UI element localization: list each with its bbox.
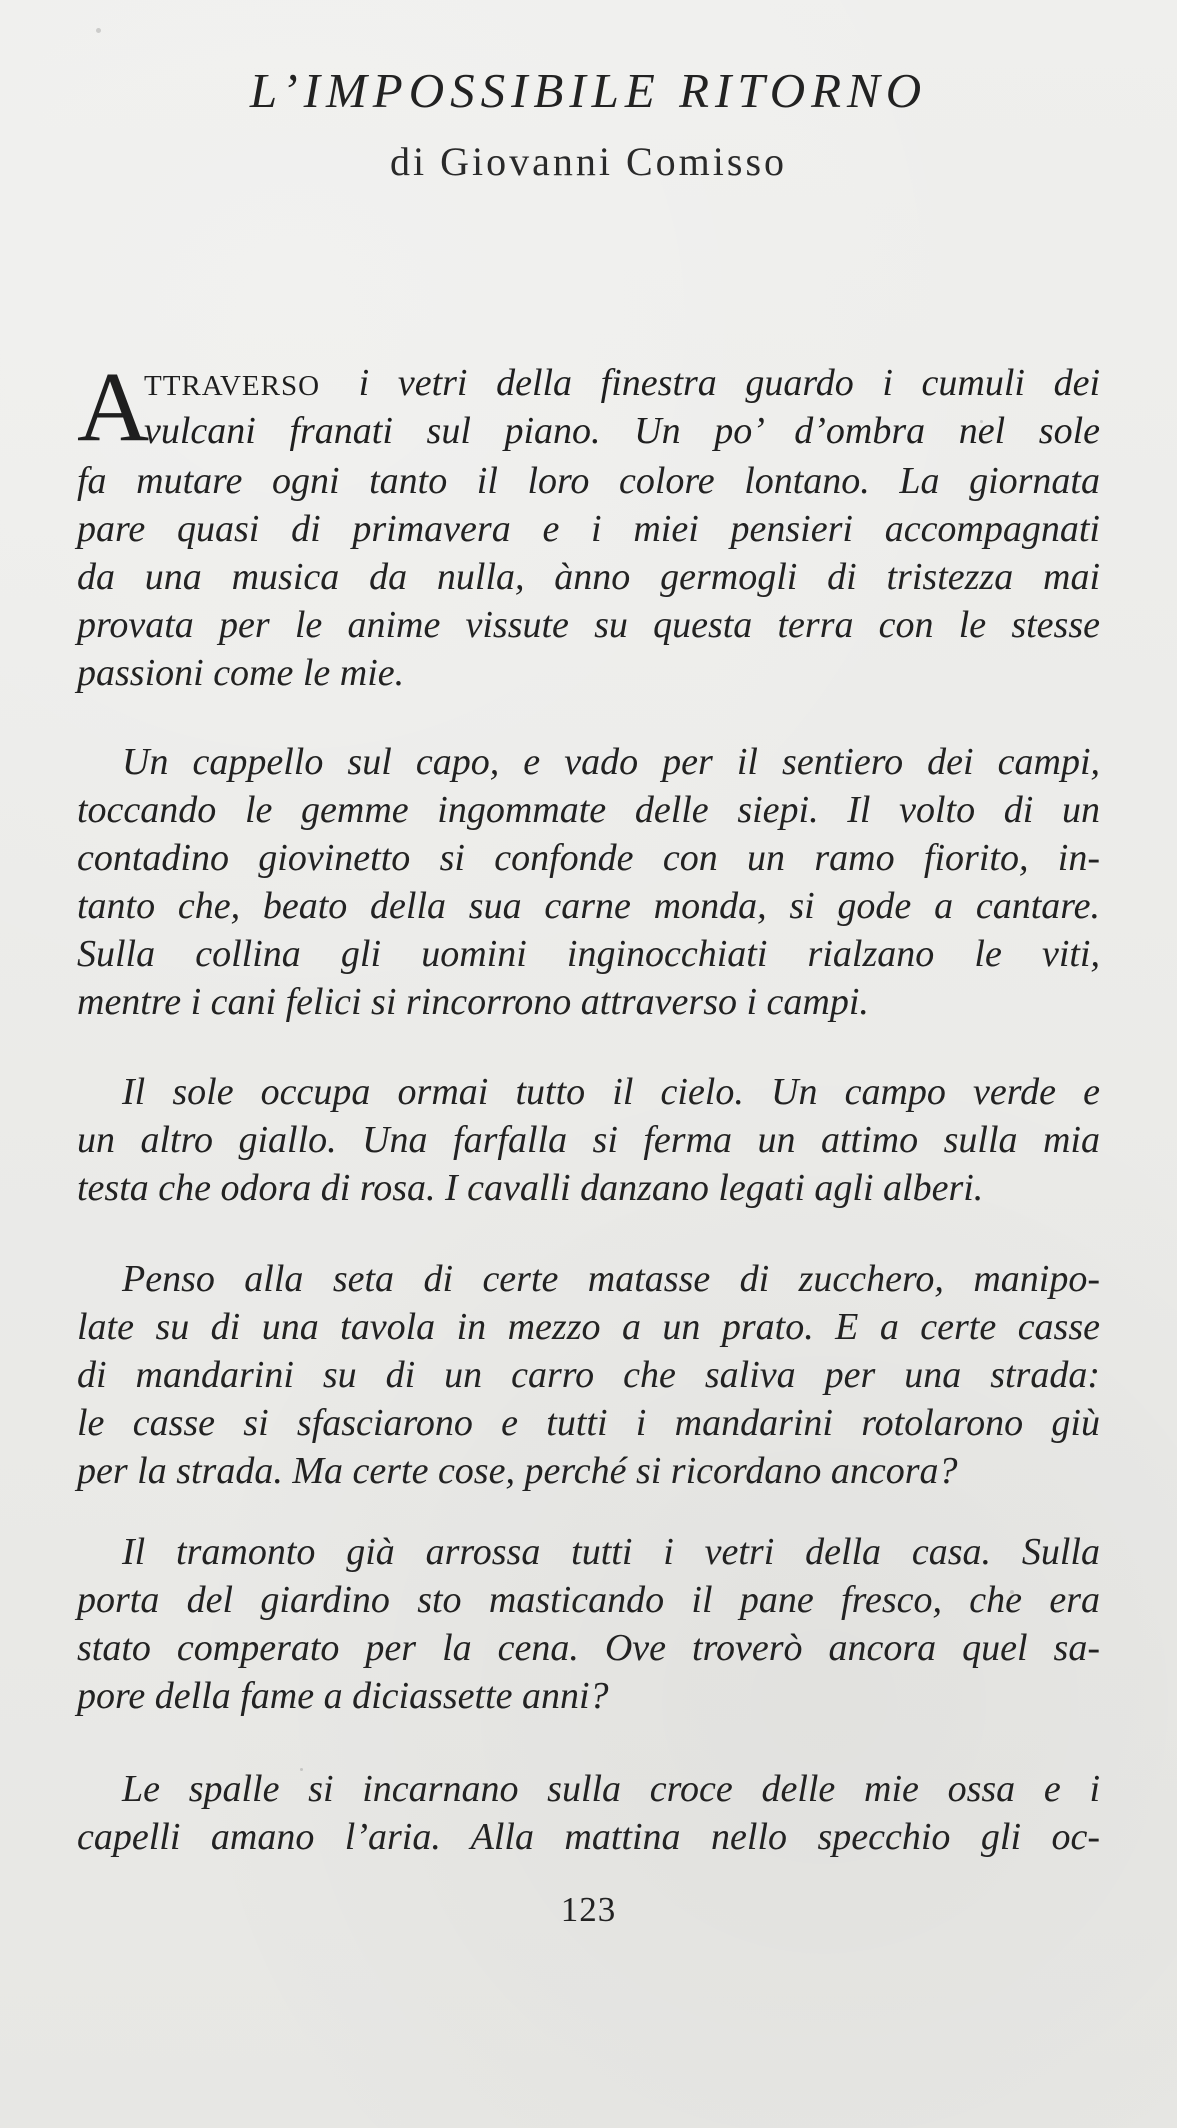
paragraph-line: tanto che, beato della sua carne monda, si gode a cantare. xyxy=(77,885,1100,927)
paragraph-line: Il tramonto già arrossa tutti i vetri della casa. Sulla xyxy=(122,1531,1100,1573)
drop-cap: A xyxy=(77,351,150,462)
author-line: di Giovanni Comisso xyxy=(389,139,788,184)
paragraph-line: porta del giardino sto masticando il pane fresco, che era xyxy=(77,1579,1100,1621)
paragraph-line: di mandarini su di un carro che saliva per una strada: xyxy=(77,1354,1100,1396)
first-paragraph-line-1 xyxy=(144,359,1100,410)
page-number: 123 xyxy=(560,1890,617,1929)
paper-speck xyxy=(96,28,101,33)
paragraph-3 xyxy=(77,1068,1100,1212)
opening-paragraph-start xyxy=(77,351,1100,462)
paragraph-line: Le spalle si incarnano sulla croce delle mie ossa e i xyxy=(122,1768,1100,1810)
paragraph-line: le casse si sfasciarono e tutti i mandarini rotolarono giù xyxy=(77,1402,1100,1444)
paragraph-line: passioni come le mie. xyxy=(77,652,405,694)
paragraph-line: capelli amano l’aria. Alla mattina nello specchio gli oc- xyxy=(77,1816,1100,1858)
paragraph-line: Un cappello sul capo, e vado per il sentiero dei campi, xyxy=(122,741,1100,783)
paragraph-line: Penso alla seta di certe matasse di zucchero, manipo- xyxy=(122,1258,1100,1300)
paragraph-line: Il sole occupa ormai tutto il cielo. Un campo verde e xyxy=(122,1071,1100,1113)
paragraph-line: pore della fame a diciassette anni? xyxy=(77,1675,609,1717)
paragraph-line: stato comperato per la cena. Ove troverò ancora quel sa- xyxy=(77,1627,1100,1669)
paragraph-line: pare quasi di primavera e i miei pensieri accompagnati xyxy=(77,508,1100,550)
page-title: L’IMPOSSIBILE RITORNO xyxy=(249,63,928,118)
first-line-text: i vetri della finestra guardo i cumuli dei xyxy=(358,362,1100,404)
paragraph-line: late su di una tavola in mezzo a un prato. E a certe casse xyxy=(77,1306,1100,1348)
paragraph-line: da una musica da nulla, ànno germogli di tristezza mai xyxy=(77,556,1100,598)
paragraph-line: fa mutare ogni tanto il loro colore lontano. La giornata xyxy=(77,460,1100,502)
paragraph-line: un altro giallo. Una farfalla si ferma un attimo sulla mia xyxy=(77,1119,1100,1161)
paragraph-line: toccando le gemme ingommate delle siepi. Il volto di un xyxy=(77,789,1100,831)
paragraph-line: provata per le anime vissute su questa terra con le stesse xyxy=(77,604,1100,646)
first-paragraph-line-2: vulcani franati sul piano. Un po’ d’ombra nel sole xyxy=(144,410,1100,452)
paragraph-6 xyxy=(77,1765,1100,1861)
first-word-small-caps: TTRAVERSO xyxy=(144,370,321,402)
paragraph-line: mentre i cani felici si rincorrono attraverso i campi. xyxy=(77,981,869,1023)
paragraph-line: testa che odora di rosa. I cavalli danzano legati agli alberi. xyxy=(77,1167,984,1209)
paragraph-2 xyxy=(77,738,1100,1026)
paragraph-5 xyxy=(77,1528,1100,1720)
paragraph-4 xyxy=(77,1255,1100,1495)
first-paragraph-rest xyxy=(77,457,1100,697)
paragraph-line: per la strada. Ma certe cose, perché si ricordano ancora? xyxy=(77,1450,958,1492)
paragraph-line: Sulla collina gli uomini inginocchiati rialzano le viti, xyxy=(77,933,1100,975)
paragraph-line: contadino giovinetto si confonde con un ramo fiorito, in- xyxy=(77,837,1100,879)
